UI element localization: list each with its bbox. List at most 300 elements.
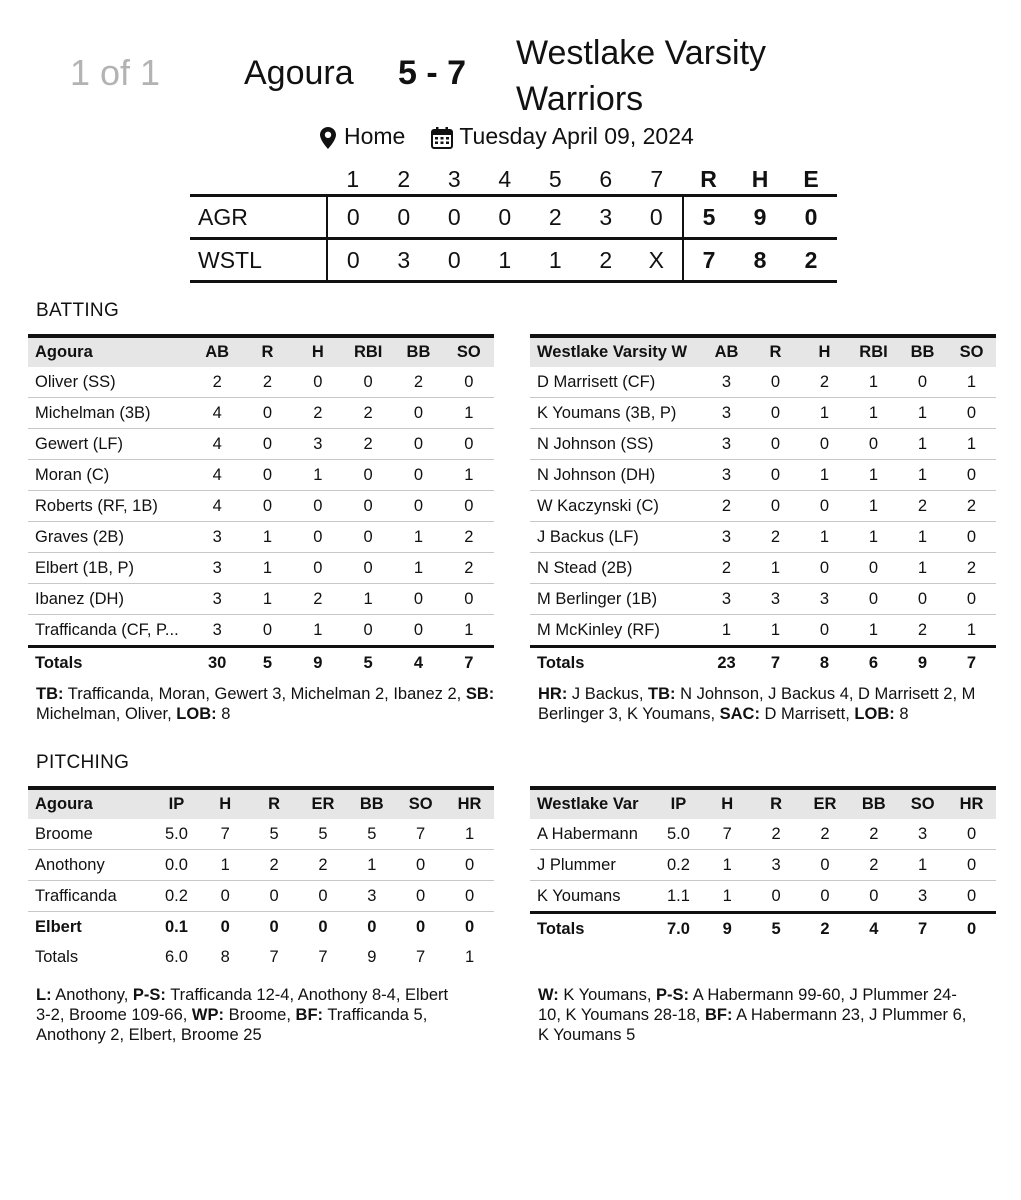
totals-cell: 7 <box>947 647 996 679</box>
stat-cell: 0 <box>343 522 393 553</box>
stat-cell: 3 <box>898 819 947 850</box>
batting-section-title: BATTING <box>36 300 120 321</box>
totals-cell: 4 <box>393 647 443 679</box>
inning-score: X <box>648 246 664 273</box>
stat-cell: 0 <box>242 429 292 460</box>
location-label: Home <box>344 123 406 149</box>
note-text: Anothony, <box>51 986 133 1004</box>
totals-cell: 0 <box>947 913 996 945</box>
note-text: Trafficanda 5, Anothony 2, Elbert, Broome 25 <box>36 1006 428 1044</box>
player-name: W Kaczynski (C) <box>530 491 702 522</box>
runs-header: R <box>700 165 717 192</box>
stat-cell: 3 <box>702 460 751 491</box>
player-name: Elbert <box>35 917 82 936</box>
stat-column-header: SO <box>959 343 984 361</box>
team-abbrev: AGR <box>198 203 248 230</box>
batting-table-home <box>28 334 494 678</box>
stat-cell: 0 <box>444 367 494 398</box>
stat-cell: 1 <box>293 460 343 491</box>
inning-score: 0 <box>447 246 461 273</box>
stat-cell: 3 <box>898 881 947 913</box>
stat-column-header: SO <box>910 795 935 813</box>
stat-column-header: ER <box>311 795 335 813</box>
stat-cell: 0 <box>393 398 443 429</box>
stat-cell: 1 <box>703 881 752 913</box>
stat-cell: 2 <box>898 491 947 522</box>
stat-cell: 0 <box>947 522 996 553</box>
inning-score: 3 <box>599 203 613 230</box>
stat-cell: 1 <box>242 584 292 615</box>
stat-column-header: BB <box>861 795 886 813</box>
stat-cell: 2 <box>293 584 343 615</box>
game-meta <box>320 123 694 150</box>
player-name: Moran (C) <box>28 460 192 491</box>
stat-cell: 1 <box>800 522 849 553</box>
pitching-table-away <box>530 786 996 944</box>
table-header-row <box>28 788 494 819</box>
stat-cell: 3 <box>702 429 751 460</box>
player-name: J Plummer <box>530 850 654 881</box>
player-name: Broome <box>28 819 152 850</box>
stat-cell: 1 <box>201 850 250 881</box>
stat-cell: 0 <box>751 367 800 398</box>
stat-cell: 1 <box>898 522 947 553</box>
totals-label: Totals <box>28 647 192 679</box>
stat-cell: 3 <box>752 850 801 881</box>
stat-cell: 3 <box>702 398 751 429</box>
stat-cell: 0 <box>849 553 898 584</box>
final-score: 5 - 7 <box>398 54 467 92</box>
stat-cell: 1.1 <box>654 881 703 913</box>
stat-cell: 2 <box>343 398 393 429</box>
stat-cell: 0 <box>393 491 443 522</box>
pitching-notes-away <box>538 985 978 1045</box>
game-date: Tuesday April 09, 2024 <box>459 123 694 149</box>
totals-cell: 4 <box>849 913 898 945</box>
stat-cell: 0 <box>293 491 343 522</box>
stat-cell: 1 <box>898 553 947 584</box>
player-name: K Youmans <box>530 881 654 913</box>
player-name: N Stead (2B) <box>530 553 702 584</box>
stat-column-header: SO <box>408 795 433 813</box>
stat-cell: 2 <box>849 850 898 881</box>
stat-cell: 1 <box>849 491 898 522</box>
totals-row <box>28 647 494 679</box>
stat-cell: 2 <box>293 398 343 429</box>
stat-cell: 5.0 <box>152 819 201 850</box>
table-row <box>530 429 996 460</box>
inning-header: 7 <box>650 165 664 192</box>
totals-label: Totals <box>35 947 79 966</box>
stat-cell: 3 <box>192 584 242 615</box>
stat-cell: 1 <box>898 398 947 429</box>
stat-cell: 3 <box>293 429 343 460</box>
team-abbrev: WSTL <box>198 246 262 273</box>
stat-cell: 1 <box>849 460 898 491</box>
inning-header: 1 <box>346 165 360 192</box>
total-errors: 0 <box>804 203 818 230</box>
table-row <box>28 881 494 912</box>
stat-cell: 0 <box>947 819 996 850</box>
stat-cell: 3 <box>347 881 396 912</box>
totals-cell: 1 <box>464 947 475 966</box>
table-row <box>28 615 494 647</box>
inning-header: 6 <box>599 165 613 192</box>
totals-cell: 2 <box>801 913 850 945</box>
stat-cell: 2 <box>947 553 996 584</box>
stat-cell: 0 <box>947 881 996 913</box>
stat-column-header: H <box>721 795 734 813</box>
stat-cell: 0 <box>947 850 996 881</box>
stat-cell: 1 <box>947 367 996 398</box>
player-name: D Marrisett (CF) <box>530 367 702 398</box>
stat-cell: 2 <box>299 850 348 881</box>
stat-column-header: HR <box>959 795 984 813</box>
total-runs: 5 <box>683 196 735 239</box>
stat-cell: 0 <box>343 460 393 491</box>
table-row <box>28 850 494 881</box>
table-row <box>530 819 996 850</box>
stat-cell: 0 <box>751 491 800 522</box>
stat-cell: 0 <box>445 881 494 912</box>
totals-cell: 7 <box>318 947 328 966</box>
player-name: Trafficanda (CF, P... <box>28 615 192 647</box>
stat-cell: 1 <box>242 522 292 553</box>
pitching-table-home <box>28 786 494 972</box>
team-column-header: Westlake Varsity W <box>537 343 688 361</box>
totals-cell: 6.0 <box>164 947 188 966</box>
stat-cell: 3 <box>192 522 242 553</box>
stat-cell: 3 <box>800 584 849 615</box>
table-row <box>28 429 494 460</box>
stat-column-header: ER <box>813 795 837 813</box>
stat-cell: 0 <box>464 917 475 936</box>
stat-cell: 0 <box>367 917 377 936</box>
stat-cell: 0 <box>343 491 393 522</box>
note-text: N Johnson, J Backus 4, D Marrisett 2, M Berlinger 3, K Youmans, <box>538 685 976 723</box>
totals-row <box>530 647 996 679</box>
total-errors: 2 <box>804 246 818 273</box>
table-row <box>28 398 494 429</box>
player-name: Trafficanda <box>28 881 152 912</box>
stat-cell: 0 <box>242 460 292 491</box>
stat-column-header: HR <box>457 795 482 813</box>
note-text: Trafficanda 12-4, Anothony 8-4, Elbert 3-2, Broome 109-66, <box>36 986 449 1024</box>
note-label: SB: <box>465 685 495 703</box>
player-name: A Habermann <box>530 819 654 850</box>
table-header-row <box>28 336 494 367</box>
stat-cell: 0 <box>220 917 230 936</box>
batting-notes-away <box>538 684 996 724</box>
stat-cell: 1 <box>947 615 996 647</box>
stat-cell: 0 <box>751 429 800 460</box>
stat-cell: 1 <box>800 398 849 429</box>
stat-column-header: BB <box>406 343 431 361</box>
stat-column-header: AB <box>205 343 230 361</box>
stat-cell: 3 <box>702 522 751 553</box>
stat-cell: 0 <box>444 584 494 615</box>
totals-cell: 5 <box>242 647 292 679</box>
stat-cell: 0 <box>242 398 292 429</box>
calendar-icon <box>431 123 453 150</box>
stat-cell: 0 <box>250 881 299 912</box>
team-column-header: Agoura <box>35 343 93 361</box>
note-label: LOB: <box>176 705 217 723</box>
stat-cell: 2 <box>192 367 242 398</box>
stat-cell: 1 <box>444 398 494 429</box>
stat-cell: 1 <box>751 553 800 584</box>
inning-score: 0 <box>447 203 461 230</box>
stat-cell: 2 <box>444 553 494 584</box>
stat-cell: 0 <box>343 553 393 584</box>
batting-notes-home <box>36 684 498 724</box>
stat-cell: 2 <box>702 491 751 522</box>
table-row <box>530 615 996 647</box>
line-score-table <box>190 164 837 283</box>
stat-column-header: H <box>818 343 831 361</box>
stat-cell: 2 <box>849 819 898 850</box>
stat-cell: 0 <box>751 398 800 429</box>
stat-cell: 0 <box>393 460 443 491</box>
stat-cell: 0 <box>299 881 348 912</box>
inning-score: 0 <box>649 203 663 230</box>
stat-cell: 4 <box>192 460 242 491</box>
stat-column-header: IP <box>168 795 185 813</box>
stat-cell: 0 <box>444 491 494 522</box>
table-row <box>530 460 996 491</box>
stat-cell: 0 <box>293 553 343 584</box>
stat-cell: 2 <box>801 819 850 850</box>
table-row <box>28 522 494 553</box>
inning-score: 0 <box>498 203 512 230</box>
stat-cell: 0 <box>269 917 279 936</box>
stat-cell: 2 <box>250 850 299 881</box>
totals-cell: 7 <box>444 647 494 679</box>
stat-cell: 0 <box>201 881 250 912</box>
stat-cell: 5 <box>250 819 299 850</box>
stat-cell: 4 <box>192 491 242 522</box>
stat-cell: 2 <box>343 429 393 460</box>
home-team-name: Agoura <box>244 54 354 92</box>
totals-cell: 7 <box>751 647 800 679</box>
stat-cell: 4 <box>192 398 242 429</box>
stat-cell: 1 <box>947 429 996 460</box>
player-name: Graves (2B) <box>28 522 192 553</box>
totals-cell: 6 <box>849 647 898 679</box>
note-text: J Backus, <box>567 685 649 703</box>
stat-cell: 3 <box>702 584 751 615</box>
inning-score: 0 <box>327 239 379 282</box>
stat-cell: 1 <box>343 584 393 615</box>
location-pin-icon <box>320 123 336 150</box>
totals-cell: 7 <box>416 947 426 966</box>
note-label: BF: <box>295 1006 324 1024</box>
totals-cell: 9 <box>703 913 752 945</box>
stat-cell: 1 <box>702 615 751 647</box>
stat-cell: 0 <box>343 615 393 647</box>
stat-cell: 1 <box>393 522 443 553</box>
totals-cell: 8 <box>220 947 230 966</box>
note-label: L: <box>36 986 52 1004</box>
stat-column-header: IP <box>670 795 687 813</box>
pitching-notes-home <box>36 985 456 1045</box>
note-label: P-S: <box>656 986 690 1004</box>
note-text: 8 <box>216 705 231 723</box>
stat-cell: 1 <box>703 850 752 881</box>
stat-cell: 0 <box>416 917 426 936</box>
batting-table-away <box>530 334 996 678</box>
totals-cell: 7 <box>898 913 947 945</box>
stat-cell: 2 <box>751 522 800 553</box>
inning-header: 4 <box>498 165 512 192</box>
stat-column-header: BB <box>359 795 384 813</box>
stat-cell: 2 <box>393 367 443 398</box>
stat-cell: 0 <box>343 367 393 398</box>
stat-cell: 0 <box>898 367 947 398</box>
stat-cell: 0 <box>849 881 898 913</box>
stat-cell: 5 <box>347 819 396 850</box>
stat-cell: 0 <box>318 917 328 936</box>
table-header-row <box>530 336 996 367</box>
player-name: N Johnson (DH) <box>530 460 702 491</box>
stat-cell: 0 <box>801 881 850 913</box>
player-name: K Youmans (3B, P) <box>530 398 702 429</box>
totals-cell: 23 <box>702 647 751 679</box>
stat-cell: 1 <box>444 615 494 647</box>
stat-cell: 1 <box>445 819 494 850</box>
stat-cell: 0 <box>849 584 898 615</box>
totals-cell: 30 <box>192 647 242 679</box>
stat-column-header: RBI <box>859 343 888 361</box>
line-score-header <box>190 164 837 196</box>
stat-column-header: SO <box>456 343 481 361</box>
stat-cell: 1 <box>751 615 800 647</box>
stat-cell: 2 <box>752 819 801 850</box>
note-label: W: <box>538 986 559 1004</box>
player-name: N Johnson (SS) <box>530 429 702 460</box>
player-name: Elbert (1B, P) <box>28 553 192 584</box>
player-name: Michelman (3B) <box>28 398 192 429</box>
table-row <box>530 881 996 913</box>
stat-cell: 7 <box>703 819 752 850</box>
totals-cell: 9 <box>293 647 343 679</box>
stat-cell: 0 <box>393 429 443 460</box>
totals-cell: 9 <box>367 947 377 966</box>
player-name: Gewert (LF) <box>28 429 192 460</box>
stat-cell: 2 <box>898 615 947 647</box>
inning-score: 1 <box>498 246 512 273</box>
totals-row <box>530 913 996 945</box>
table-row <box>28 584 494 615</box>
player-name: M McKinley (RF) <box>530 615 702 647</box>
note-text: K Youmans, <box>558 986 657 1004</box>
stat-column-header: R <box>268 795 281 813</box>
total-hits: 9 <box>753 203 767 230</box>
stat-column-header: R <box>261 343 274 361</box>
stat-cell: 2 <box>242 367 292 398</box>
player-name: J Backus (LF) <box>530 522 702 553</box>
note-label: TB: <box>648 685 676 703</box>
stat-cell: 0 <box>800 429 849 460</box>
inning-score: 2 <box>599 246 613 273</box>
table-row <box>28 553 494 584</box>
stat-cell: 3 <box>751 584 800 615</box>
stat-cell: 0.0 <box>152 850 201 881</box>
line-score-row <box>190 196 837 239</box>
note-text: Trafficanda, Moran, Gewert 3, Michelman 2, Ibanez 2, <box>63 685 466 703</box>
stat-cell: 1 <box>347 850 396 881</box>
table-header-row <box>530 788 996 819</box>
totals-cell: 5 <box>343 647 393 679</box>
note-label: WP: <box>191 1006 224 1024</box>
stat-cell: 1 <box>898 850 947 881</box>
table-row <box>28 819 494 850</box>
table-row <box>530 367 996 398</box>
stat-cell: 7 <box>201 819 250 850</box>
table-row <box>28 460 494 491</box>
player-name: M Berlinger (1B) <box>530 584 702 615</box>
table-row <box>530 491 996 522</box>
stat-cell: 1 <box>849 615 898 647</box>
stat-cell: 0 <box>396 850 445 881</box>
stat-cell: 2 <box>702 553 751 584</box>
player-name: Ibanez (DH) <box>28 584 192 615</box>
stat-cell: 0 <box>393 615 443 647</box>
note-label: SAC: <box>719 705 760 723</box>
inning-score: 2 <box>548 203 562 230</box>
inning-score: 0 <box>397 203 411 230</box>
stat-cell: 0 <box>752 881 801 913</box>
stat-cell: 5 <box>299 819 348 850</box>
note-label: LOB: <box>854 705 895 723</box>
total-hits: 8 <box>753 246 767 273</box>
stat-cell: 1 <box>800 460 849 491</box>
note-text: A Habermann 99-60, J Plummer 24-10, K Youmans 28-18, <box>538 986 957 1024</box>
note-label: HR: <box>538 685 568 703</box>
stat-cell: 0 <box>898 584 947 615</box>
stat-cell: 1 <box>444 460 494 491</box>
stat-cell: 2 <box>444 522 494 553</box>
stat-cell: 0 <box>242 491 292 522</box>
totals-cell: 9 <box>898 647 947 679</box>
player-name: Roberts (RF, 1B) <box>28 491 192 522</box>
stat-cell: 0 <box>849 429 898 460</box>
stat-cell: 0 <box>396 881 445 912</box>
stat-column-header: R <box>770 795 783 813</box>
inning-header: 2 <box>397 165 411 192</box>
note-text: D Marrisett, <box>759 705 855 723</box>
note-label: BF: <box>704 1006 733 1024</box>
stat-cell: 7 <box>396 819 445 850</box>
totals-cell: 7 <box>269 947 279 966</box>
stat-cell: 3 <box>702 367 751 398</box>
stat-cell: 0 <box>293 367 343 398</box>
stat-cell: 3 <box>192 615 242 647</box>
stat-column-header: BB <box>910 343 935 361</box>
errors-header: E <box>803 165 819 192</box>
table-row <box>28 912 494 943</box>
totals-cell: 8 <box>800 647 849 679</box>
player-name: Oliver (SS) <box>28 367 192 398</box>
stat-cell: 1 <box>849 522 898 553</box>
total-runs: 7 <box>683 239 735 282</box>
stat-cell: 1 <box>393 553 443 584</box>
stat-cell: 0 <box>242 615 292 647</box>
inning-score: 1 <box>548 246 562 273</box>
note-text: Michelman, Oliver, <box>36 705 177 723</box>
stat-cell: 0 <box>947 584 996 615</box>
inning-header: 3 <box>447 165 461 192</box>
